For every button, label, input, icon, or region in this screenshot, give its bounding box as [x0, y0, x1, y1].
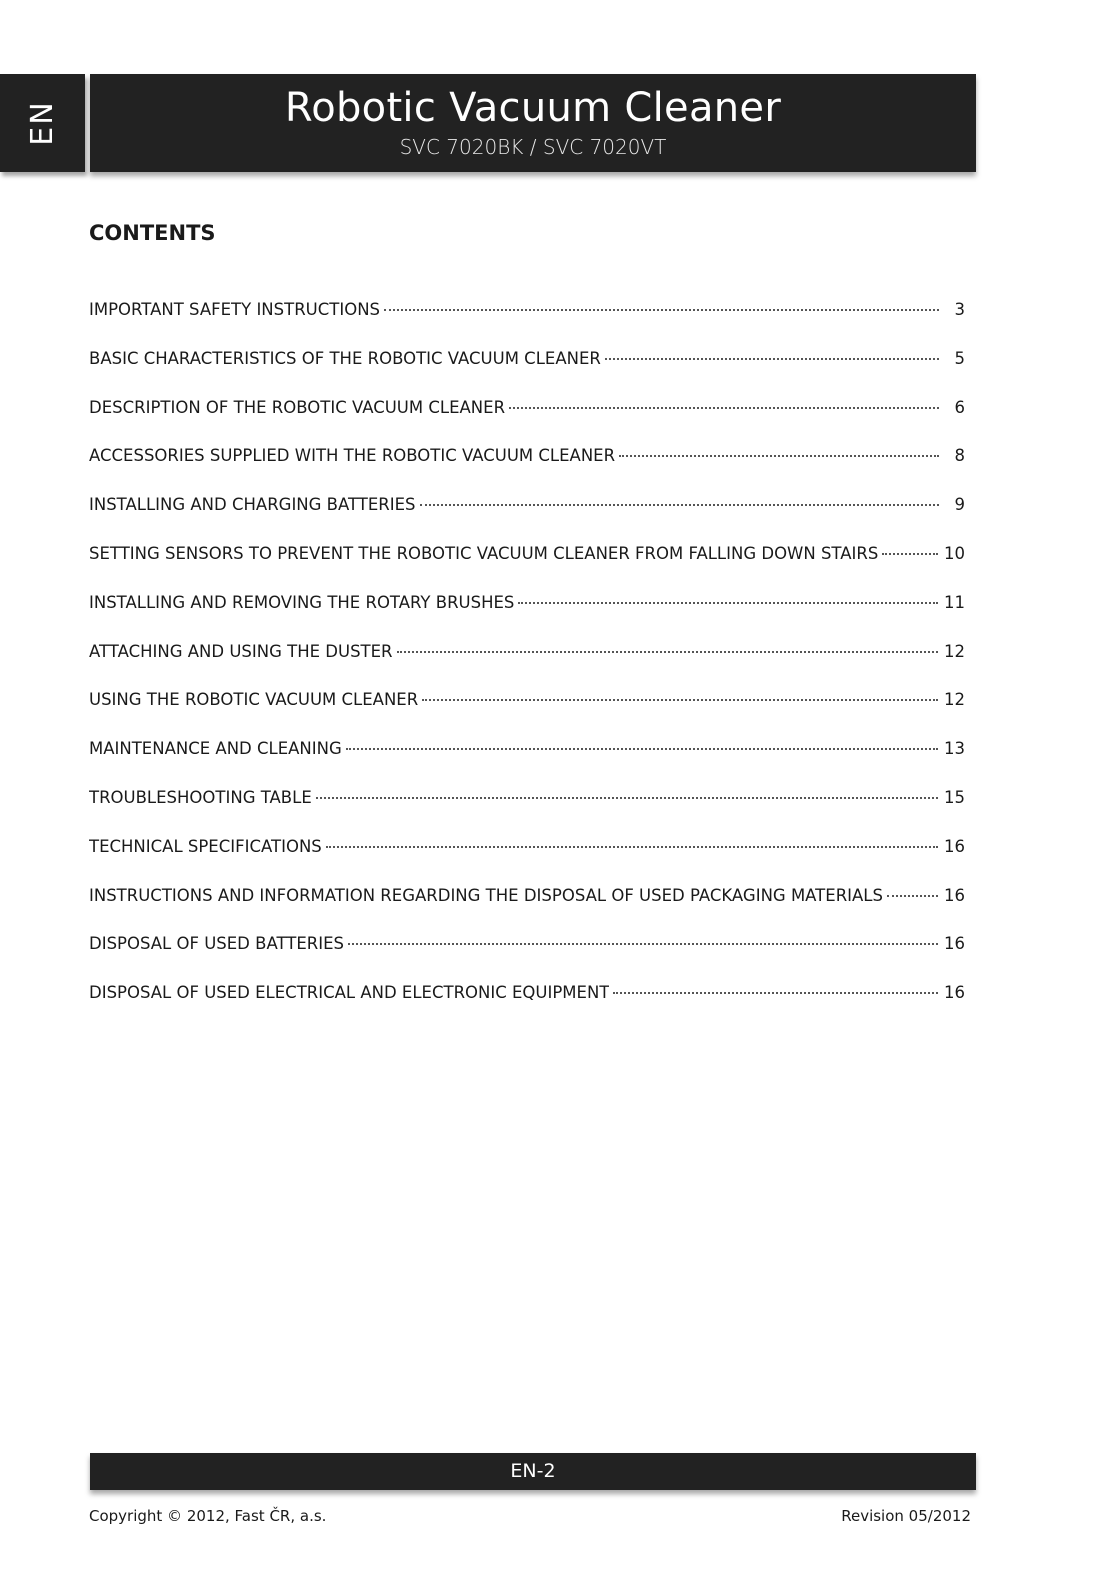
header-bar — [90, 74, 976, 172]
toc-entry-title: DISPOSAL OF USED ELECTRICAL AND ELECTRONIC EQUIPMENT — [89, 983, 610, 1003]
toc-entry-title: INSTALLING AND CHARGING BATTERIES — [89, 495, 416, 515]
toc-entry-page: 16 — [944, 934, 965, 954]
toc-entry-title: DESCRIPTION OF THE ROBOTIC VACUUM CLEANER — [89, 397, 506, 417]
toc-entry-title: DISPOSAL OF USED BATTERIES — [89, 934, 344, 954]
toc-entry[interactable] — [89, 637, 965, 686]
toc-entry[interactable] — [89, 295, 965, 344]
toc-entry-page: 15 — [944, 787, 965, 807]
toc-entry-title: ATTACHING AND USING THE DUSTER — [89, 641, 393, 661]
toc-entry-title: TECHNICAL SPECIFICATIONS — [89, 836, 322, 856]
toc-leader-dots — [619, 455, 939, 457]
toc-leader-dots — [887, 895, 938, 897]
page-number: EN-2 — [510, 1460, 556, 1482]
toc-entry-title: MAINTENANCE AND CLEANING — [89, 739, 342, 759]
model-numbers: SVC 7020BK / SVC 7020VT — [399, 135, 667, 159]
toc-entry[interactable] — [89, 832, 965, 881]
toc-leader-dots — [326, 846, 938, 848]
toc-entry-page: 16 — [944, 983, 965, 1003]
toc-leader-dots — [518, 602, 938, 604]
toc-leader-dots — [613, 992, 938, 994]
toc-entry-title: SETTING SENSORS TO PREVENT THE ROBOTIC VACUUM CLEANER FROM FALLING DOWN STAIRS — [89, 543, 879, 563]
toc-entry-title: USING THE ROBOTIC VACUUM CLEANER — [89, 690, 419, 710]
page-number-bar — [90, 1453, 976, 1490]
toc-leader-dots — [509, 407, 939, 409]
toc-entry-page: 11 — [944, 592, 965, 612]
toc-entry[interactable] — [89, 490, 965, 539]
toc-entry-title: TROUBLESHOOTING TABLE — [89, 787, 312, 807]
toc-leader-dots — [316, 797, 938, 799]
toc-entry-page: 13 — [944, 739, 965, 759]
toc-entry[interactable] — [89, 588, 965, 637]
toc-entry-page: 9 — [954, 495, 965, 515]
toc-entry-title: ACCESSORIES SUPPLIED WITH THE ROBOTIC VACUUM CLEANER — [89, 446, 616, 466]
language-tab — [0, 74, 85, 172]
copyright-notice: Copyright © 2012, Fast ČR, a.s. — [89, 1507, 327, 1525]
toc-entry-page: 8 — [954, 446, 965, 466]
toc-leader-dots — [348, 943, 938, 945]
toc-entry-title: INSTRUCTIONS AND INFORMATION REGARDING THE DISPOSAL OF USED PACKAGING MATERIALS — [89, 885, 883, 905]
toc-entry[interactable] — [89, 881, 965, 930]
toc-entry-page: 12 — [944, 641, 965, 661]
toc-entry-page: 12 — [944, 690, 965, 710]
toc-entry[interactable] — [89, 734, 965, 783]
toc-entry[interactable] — [89, 344, 965, 393]
document-title: Robotic Vacuum Cleaner — [284, 85, 782, 131]
contents-heading: CONTENTS — [89, 221, 216, 245]
toc-entry-title: INSTALLING AND REMOVING THE ROTARY BRUSHES — [89, 592, 515, 612]
language-label: EN — [25, 100, 60, 146]
toc-leader-dots — [882, 553, 938, 555]
toc-leader-dots — [346, 748, 938, 750]
toc-entry-page: 10 — [944, 543, 965, 563]
toc-leader-dots — [422, 699, 938, 701]
toc-leader-dots — [384, 309, 939, 311]
toc-leader-dots — [605, 358, 939, 360]
toc-entry[interactable] — [89, 685, 965, 734]
toc-entry-title: BASIC CHARACTERISTICS OF THE ROBOTIC VACUUM CLEANER — [89, 348, 601, 368]
toc-entry-title: IMPORTANT SAFETY INSTRUCTIONS — [89, 300, 381, 319]
toc-entry-page: 16 — [944, 836, 965, 856]
revision-label: Revision 05/2012 — [841, 1507, 971, 1525]
toc-entry[interactable] — [89, 441, 965, 490]
toc-entry-page: 16 — [944, 885, 965, 905]
toc-entry[interactable] — [89, 393, 965, 442]
toc-entry-page: 3 — [954, 300, 965, 319]
toc-entry-page: 6 — [954, 397, 965, 417]
toc-entry-page: 5 — [954, 348, 965, 368]
toc-entry[interactable] — [89, 929, 965, 978]
toc-leader-dots — [420, 504, 939, 506]
toc-leader-dots — [397, 651, 938, 653]
table-of-contents — [89, 295, 965, 1027]
toc-entry[interactable] — [89, 978, 965, 1027]
toc-entry[interactable] — [89, 539, 965, 588]
toc-entry[interactable] — [89, 783, 965, 832]
